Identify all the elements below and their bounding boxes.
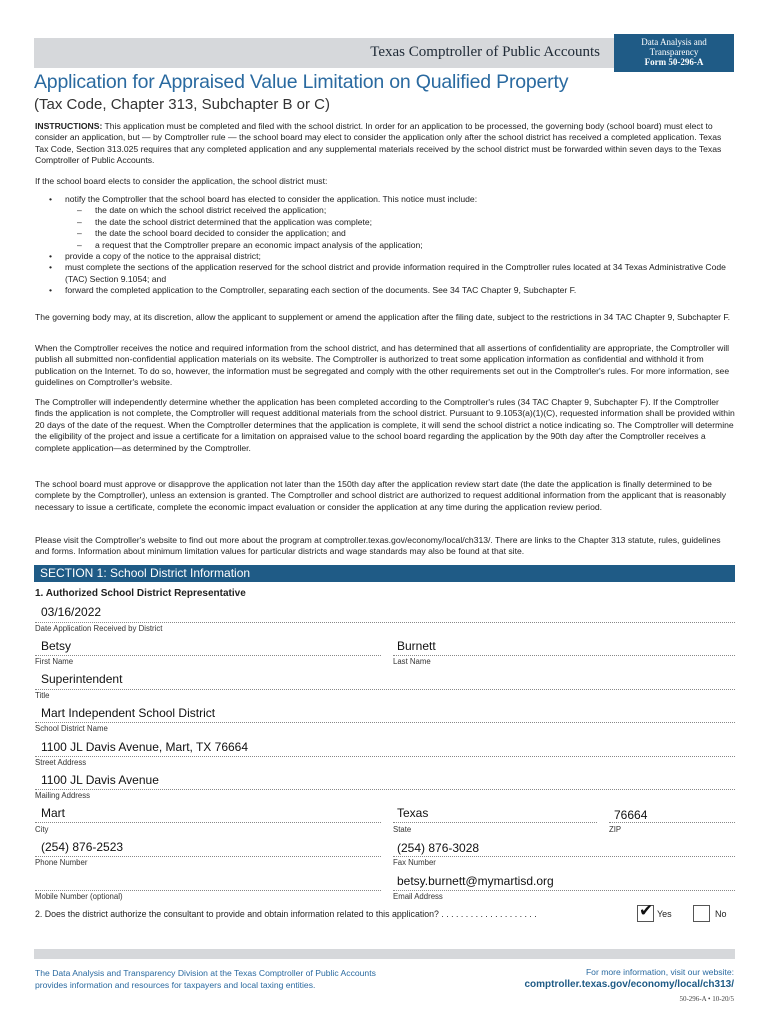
list-item: – a request that the Comptroller prepare an economic impact analysis of the application; (65, 240, 735, 251)
check-mark-icon: ✔ (639, 901, 654, 920)
street-address-label: Street Address (35, 758, 87, 767)
city-field[interactable]: Mart (41, 806, 65, 820)
form-number: Form 50-296-A (644, 57, 704, 67)
footer-line2: provides information and resources for taxpayers and local taxing entities. (35, 980, 316, 990)
email-field[interactable]: betsy.burnett@mymartisd.org (397, 874, 554, 888)
section-1-title: SECTION 1: School District Information (40, 566, 251, 580)
field-underline (35, 622, 735, 623)
approve-paragraph: The school board must approve or disapprove the application not later than the 150th day after the application review start date (the date the application is finally determined to be complete by the Comptroller), unless an extension is granted. The Comptroller and school district are authorized to request additional information from the applicant that is reasonably necessary to issue a certificate, complete the economic impact evaluation or consider the application at any time during the application review period. (35, 479, 727, 512)
field-underline (35, 890, 381, 891)
district-name-label: School District Name (35, 724, 108, 733)
street-address-field[interactable]: 1100 JL Davis Avenue, Mart, TX 76664 (41, 740, 249, 754)
field-underline (393, 655, 735, 656)
page-title: Application for Appraised Value Limitation on Qualified Property (34, 71, 569, 93)
state-field[interactable]: Texas (397, 806, 429, 820)
form-id-box (614, 34, 734, 72)
instructions-text: This application must be completed and filed with the school district. In order for an application to be processed, the governing body (school board) must elect to consider an application, but — by Comptroller rule — the school board may elect to consider the application only after the school district has received a completed application. Texas Tax Code, Section 313.025 requires that any completed application and any supplemental materials received by the school district must be forwarded within seven days to the Texas Comptroller of Public Accounts. (35, 121, 722, 166)
date-received-field[interactable]: 03/16/2022 (41, 605, 102, 619)
district-name-field[interactable]: Mart Independent School District (41, 706, 216, 720)
question-1-label: 1. Authorized School District Representative (35, 588, 246, 599)
field-underline (35, 689, 735, 690)
instructions-paragraph (35, 121, 735, 167)
yes-checkbox[interactable] (637, 901, 654, 922)
fax-label: Fax Number (393, 858, 436, 867)
list-item: • must complete the sections of the application reserved for the school district and provide information required in the Comptroller rules located at 34 Texas Administrative Code (TAC) Section 9.1054; and (35, 262, 735, 285)
list-item: – the date on which the school district received the application; (65, 205, 735, 216)
governing-paragraph: The governing body may, at its discretion, allow the applicant to supplement or amend the application after the filing date, subject to the restrictions in 34 TAC Chapter 9, Subchapter F. (35, 312, 731, 322)
footer-website-link[interactable]: comptroller.texas.gov/economy/local/ch313/ (524, 979, 734, 990)
yes-label: Yes (657, 909, 672, 919)
last-name-field[interactable]: Burnett (397, 639, 436, 653)
division-line1: Data Analysis and (641, 37, 707, 47)
email-label: Email Address (393, 892, 443, 901)
mailing-address-field[interactable]: 1100 JL Davis Avenue (41, 773, 159, 787)
first-name-field[interactable]: Betsy (41, 639, 72, 653)
mobile-label: Mobile Number (optional) (35, 892, 123, 901)
no-checkbox[interactable] (693, 905, 710, 922)
zip-label: ZIP (609, 825, 622, 834)
city-label: City (35, 825, 49, 834)
agency-name: Texas Comptroller of Public Accounts (370, 44, 600, 60)
list-item: – the date the school board decided to consider the application; and (65, 228, 735, 239)
date-received-label: Date Application Received by District (35, 624, 163, 633)
title-field[interactable]: Superintendent (41, 672, 123, 686)
question-2-label: 2. Does the district authorize the consultant to provide and obtain information related to this application? . . . . . . . . . . . . . . . . . . . . (35, 909, 537, 919)
state-label: State (393, 825, 412, 834)
instructions-lead: INSTRUCTIONS: (35, 121, 103, 131)
footer-bar (34, 949, 735, 959)
field-underline (393, 890, 735, 891)
list-item: – the date the school district determined that the application was complete; (65, 217, 735, 228)
list-item: • provide a copy of the notice to the appraisal district; (35, 251, 735, 262)
elects-paragraph: If the school board elects to consider the application, the school district must: (35, 176, 328, 186)
field-underline (393, 822, 597, 823)
independently-paragraph: The Comptroller will independently determine whether the application has been completed according to the Comptroller's rules (34 TAC Chapter 9, Subchapter F). If the Comptroller finds the application is not complete, the Comptroller will request additional materials from the school district. Pursuant to 9.1053(a)(1)(C), requested information shall be provided within 20 days of the date of the request. When the Comptroller determines that the application is complete, it will send the school district a notice indicating so. The Comptroller will determine the eligibility of the project and issue a certificate for a limitation on appraised value to the school board regarding the application by the 90th day after the Comptroller receives a complete application—as determined by the Comptroller. (35, 397, 735, 453)
phone-field[interactable]: (254) 876-2523 (41, 840, 124, 854)
list-item: • forward the completed application to the Comptroller, separating each section of the documents. See 34 TAC Chapter 9, Subchapter F. (35, 285, 735, 296)
visit-paragraph: Please visit the Comptroller's website to find out more about the program at comptroller.texas.gov/economy/local/ch313/. There are links to the Chapter 313 statute, rules, guidelines and forms. Information about minimum limitation values for particular districts and wage standards may also be found at that site. (35, 535, 721, 557)
division-line2: Transparency (649, 47, 699, 57)
first-name-label: First Name (35, 657, 74, 666)
field-underline (393, 856, 735, 857)
mailing-address-label: Mailing Address (35, 791, 91, 800)
section-1-header (34, 565, 735, 582)
list-item: • notify the Comptroller that the school board has elected to consider the application. This notice must include: – the date on which the school district received the application; – the date the school district determined that the application was complete; – the date the school board decided to consider the application; and – a request that the Comptroller prepare an economic impact analysis of the application; (35, 194, 735, 251)
page-subtitle: (Tax Code, Chapter 313, Subchapter B or C) (34, 96, 330, 113)
field-underline (35, 822, 381, 823)
header-bar (34, 38, 614, 68)
no-label: No (715, 909, 727, 919)
field-underline (35, 756, 735, 757)
form-revision-code: 50-296-A • 10-20/5 (679, 995, 734, 1003)
title-label: Title (35, 691, 50, 700)
phone-label: Phone Number (35, 858, 88, 867)
zip-field[interactable]: 76664 (614, 808, 648, 822)
last-name-label: Last Name (393, 657, 431, 666)
field-underline (609, 822, 735, 823)
footer-description (35, 967, 415, 991)
footer-line1: The Data Analysis and Transparency Division at the Texas Comptroller of Public Accounts (35, 968, 376, 978)
footer-website-prompt: For more information, visit our website: (585, 967, 734, 977)
receives-paragraph: When the Comptroller receives the notice and required information from the school district, and has determined that all assertions of confidentiality are appropriate, the Comptroller will publish all submitted non-confidential application materials on its website. The Comptroller is authorized to treat some application information as confidential and withhold it from publication on the Internet. To do so, however, the information must be segregated and comply with the other requirements set out in the Comptroller's rules. For more information, see guidelines on Comptroller's website. (35, 343, 730, 388)
requirements-list (35, 194, 735, 297)
field-underline (35, 856, 381, 857)
field-underline (35, 722, 735, 723)
fax-field[interactable]: (254) 876-3028 (397, 841, 480, 855)
field-underline (35, 789, 735, 790)
field-underline (35, 655, 381, 656)
